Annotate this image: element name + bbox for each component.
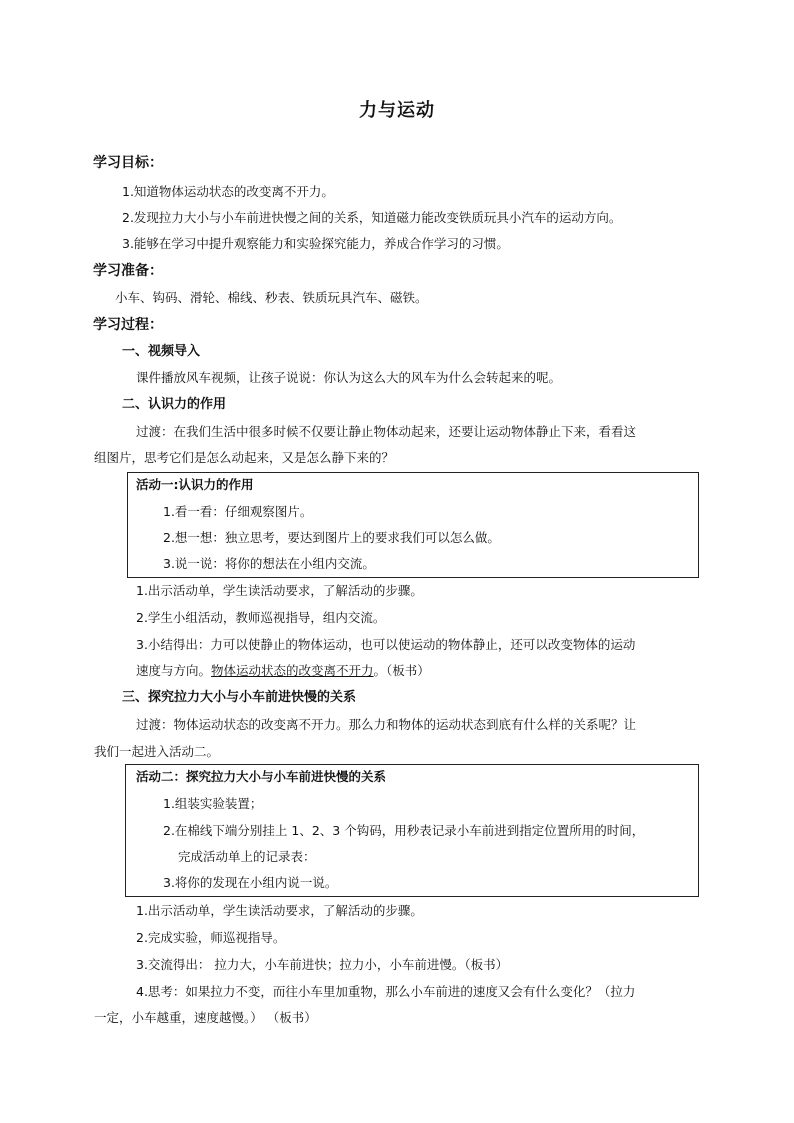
- process-heading: 学习过程：: [93, 317, 163, 333]
- activity1-item: 1.看一看：仔细观察图片。: [163, 504, 313, 519]
- activity1-title: 活动一:认识力的作用: [136, 477, 254, 492]
- part3-transition-line1: 过渡：物体运动状态的改变离不开力。那么力和物体的运动状态到底有什么样的关系呢？让: [136, 717, 637, 732]
- prep-heading: 学习准备：: [93, 263, 163, 279]
- goal-item: 1.知道物体运动状态的改变离不开力。: [122, 184, 334, 199]
- activity2-title: 活动二：探究拉力大小与小车前进快慢的关系: [136, 769, 387, 784]
- activity2-item: 2.在棉线下端分别挂上 1、2、3 个钩码，用秒表记录小车前进到指定位置所用的时间，: [163, 823, 645, 838]
- activity2-item: 1.组装实验装置；: [163, 796, 263, 811]
- part2-step: 1.出示活动单，学生读活动要求，了解活动的步骤。: [136, 583, 423, 598]
- part1-text: 课件播放风车视频，让孩子说说：你认为这么大的风车为什么会转起来的呢。: [136, 370, 562, 385]
- part3-transition-line2: 我们一起进入活动二。: [94, 744, 220, 759]
- part3-step: 1.出示活动单，学生读活动要求，了解活动的步骤。: [136, 903, 423, 918]
- activity1-item: 2.想一想：独立思考，要达到图片上的要求我们可以怎么做。: [163, 530, 500, 545]
- part3-step: 3.交流得出： 拉力大，小车前进快；拉力小，小车前进慢。（板书）: [136, 957, 509, 972]
- part2-heading: 二、认识力的作用: [122, 397, 227, 412]
- part3-heading: 三、探究拉力大小与小车前进快慢的关系: [122, 690, 357, 705]
- part2-step3-text-b: 。（板书）: [373, 663, 430, 678]
- part2-step3-text-a: 速度与方向。: [136, 663, 212, 678]
- part3-step: 2.完成实验，师巡视指导。: [136, 930, 286, 945]
- part1-heading: 一、视频导入: [122, 344, 201, 359]
- goal-item: 2.发现拉力大小与小车前进快慢之间的关系，知道磁力能改变铁质玩具小汽车的运动方向。: [122, 210, 622, 225]
- part2-step3-continuation: [136, 662, 430, 680]
- part2-transition-line1: 过渡：在我们生活中很多时候不仅要让静止物体动起来，还要让运动物体静止下来，看看这: [136, 424, 637, 439]
- activity1-item: 3.说一说：将你的想法在小组内交流。: [163, 556, 375, 571]
- prep-text: 小车、钩码、滑轮、棉线、秒表、铁质玩具汽车、磁铁。: [115, 290, 428, 305]
- part2-transition-line2: 组图片，思考它们是怎么动起来，又是怎么静下来的？: [94, 450, 395, 465]
- page-title: 力与运动: [359, 100, 435, 121]
- part2-step: 3.小结得出：力可以使静止的物体运动，也可以使运动的物体静止，还可以改变物体的运动: [136, 637, 636, 652]
- goal-item: 3.能够在学习中提升观察能力和实验探究能力，养成合作学习的习惯。: [122, 236, 509, 251]
- part2-step: 2.学生小组活动，教师巡视指导，组内交流。: [136, 610, 386, 625]
- part3-step: 一定，小车越重，速度越慢。） （板书）: [94, 1010, 317, 1025]
- activity2-item: 完成活动单上的记录表：: [178, 849, 316, 864]
- goals-heading: 学习目标：: [93, 155, 163, 171]
- activity2-item: 3.将你的发现在小组内说一说。: [163, 875, 338, 890]
- part2-step3-underlined: 物体运动状态的改变离不开力: [211, 663, 374, 678]
- part3-step: 4.思考：如果拉力不变，而往小车里加重物，那么小车前进的速度又会有什么变化？（拉力: [136, 984, 636, 999]
